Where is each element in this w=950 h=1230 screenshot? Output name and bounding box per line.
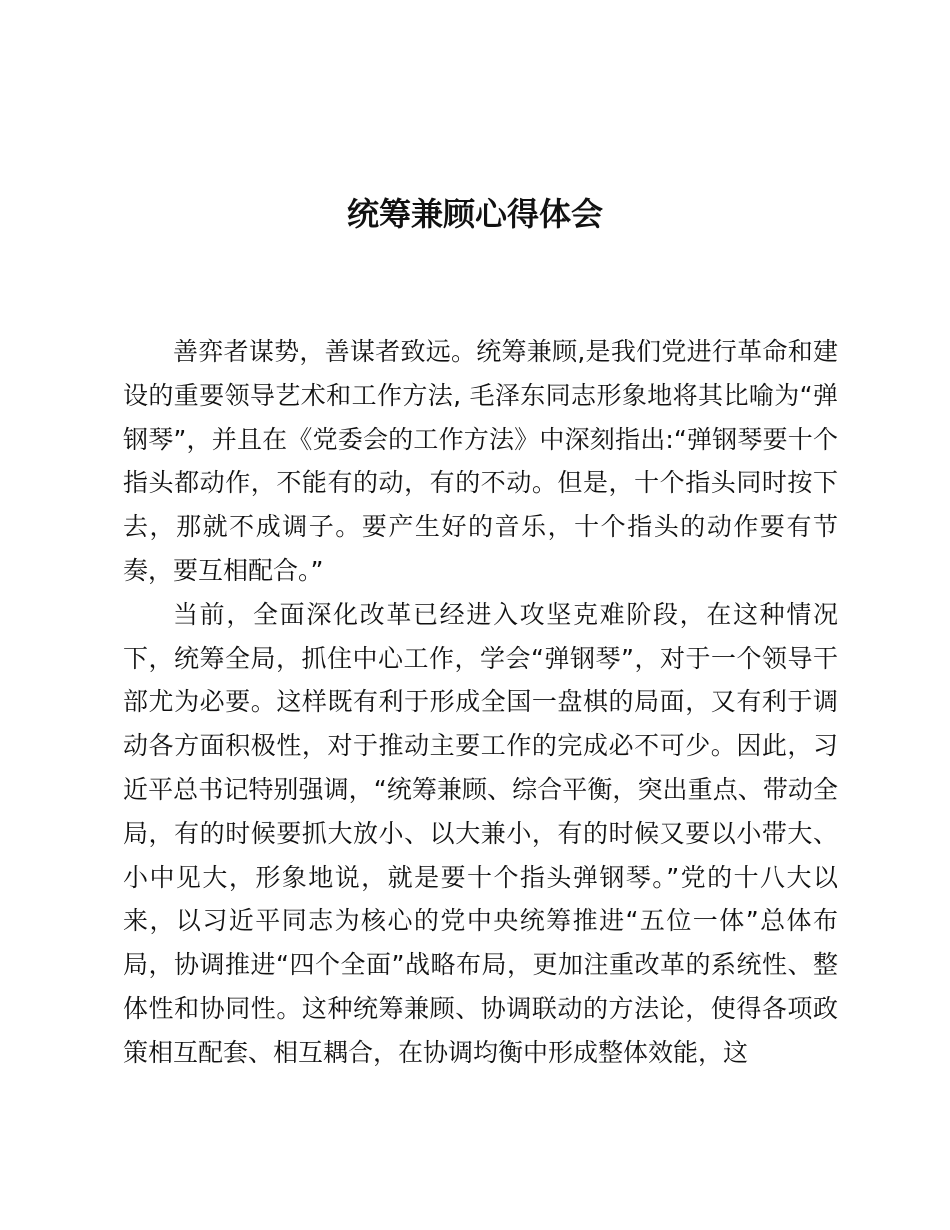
paragraph-1: 善弈者谋势，善谋者致远。统筹兼顾,是我们党进行革命和建设的重要领导艺术和工作方法, 毛泽东同志形象地将其比喻为“弹钢琴”，并且在《党委会的工作方法》中深刻指出:“弹钢琴要十个指头都动作，不能有的动，有的不动。但是，十个指头同时按下去，那就不成调子。要产生好的音乐，十个指头的动作要有节奏，要互相配合。”	[123, 337, 838, 585]
paragraph-2: 当前，全面深化改革已经进入攻坚克难阶段，在这种情况下，统筹全局，抓住中心工作，学会“弹钢琴”，对于一个领导干部尤为必要。这样既有利于形成全国一盘棋的局面，又有利于调动各方面积极性，对于推动主要工作的完成必不可少。因此，习近平总书记特别强调，“统筹兼顾、综合平衡，突出重点、带动全局，有的时候要抓大放小、以大兼小，有的时候又要以小带大、小中见大，形象地说，就是要十个指头弹钢琴。”党的十八大以来，以习近平同志为核心的党中央统筹推进“五位一体”总体布局，协调推进“四个全面”战略布局，更加注重改革的系统性、整体性和协同性。这种统筹兼顾、协调联动的方法论，使得各项政策相互配套、相互耦合，在协调均衡中形成整体效能，这	[123, 599, 838, 1067]
document-body	[123, 330, 838, 1075]
document-title: 统筹兼顾心得体会	[346, 195, 603, 233]
